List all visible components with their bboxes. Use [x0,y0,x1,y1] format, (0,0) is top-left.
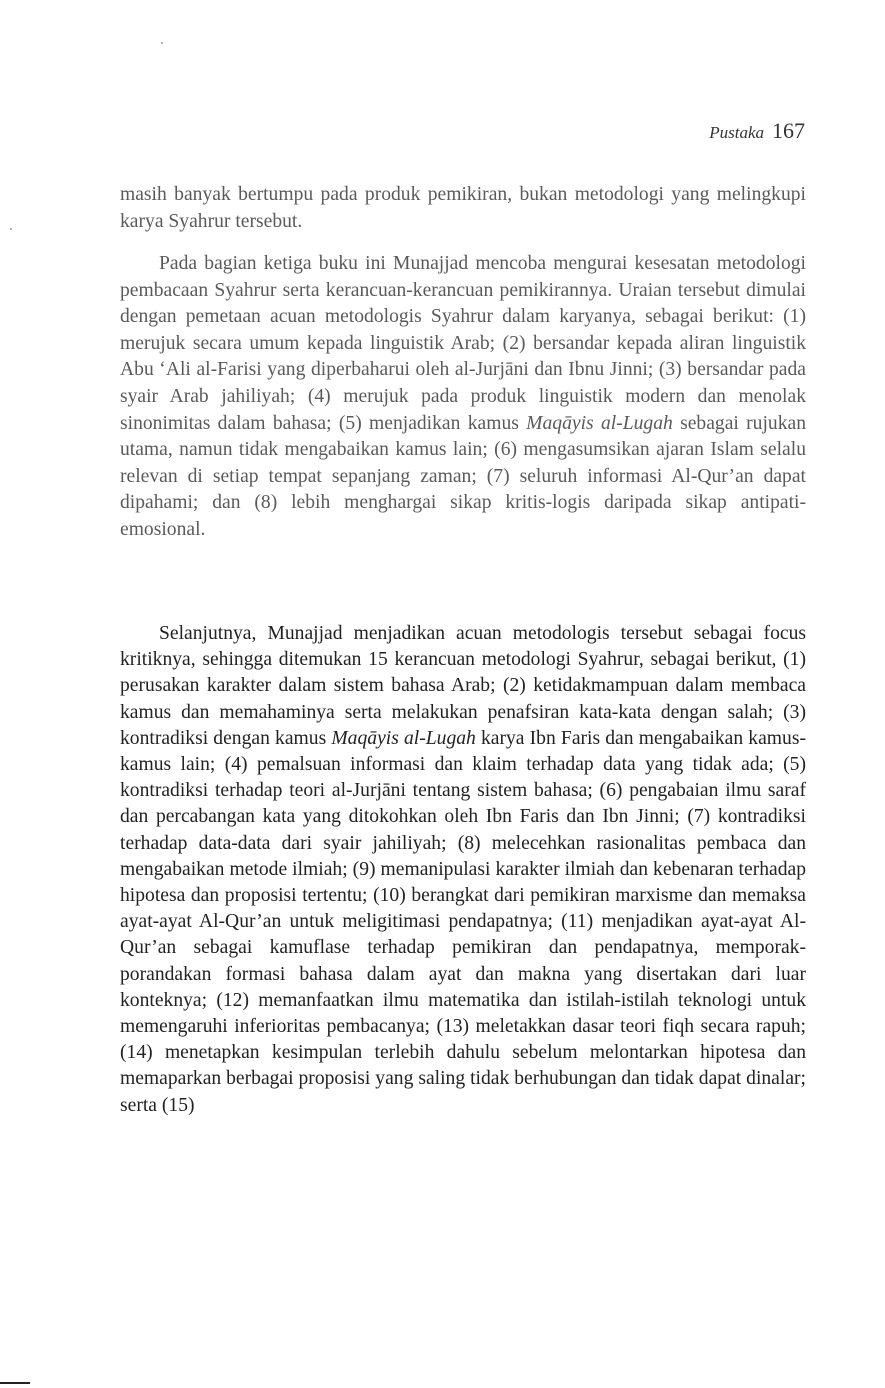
text-run: sebagai rujukan utama, namun tidak mengabaikan kamus lain; (6) mengasumsikan ajaran Islam selalu relevan di setiap tempat sepanjang zaman; (7) seluruh informasi Al-Qur’an dapat dipahami; dan (8) lebih menghargai sikap kritis-logis daripada sikap antipati-emosional. [120,412,806,540]
scan-speck [161,42,163,44]
book-title-italic: Maqāyis al-Lugah [526,412,673,434]
paragraph-3-text [120,621,806,1119]
paragraph-3 [120,621,806,1119]
paragraph-2-text [120,251,806,544]
page-edge-mark [0,1382,30,1384]
running-header [709,118,805,144]
scan-speck [10,228,12,230]
text-run: Pada bagian ketiga buku ini Munajjad mencoba mengurai kesesatan metodologi pembacaan Syahrur serta kerancuan-kerancuan pemikirannya. Uraian tersebut dimulai dengan pemetaan acuan metodologis Syahrur dalam karyanya, sebagai berikut: (1) merujuk secara umum kepada linguistik Arab; (2) bersandar kepada aliran linguistik Abu ‘Ali al-Farisi yang diperbaharui oleh al-Jurjāni dan Ibnu Jinni; (3) bersandar pada syair Arab jahiliyah; (4) merujuk pada produk linguistik modern dan menolak sinonimitas dalam bahasa; (5) menjadikan kamus [120,253,806,434]
book-title-italic: Maqāyis al-Lugah [331,727,476,749]
page-number: 167 [772,118,805,143]
text-run: Selanjutnya, Munajjad menjadikan acuan metodologis tersebut sebagai focus kritiknya, sehingga ditemukan 15 kerancuan metodologi Syahrur, sebagai berikut, (1) perusakan karakter dalam sistem bahasa Arab; (2) ketidakmampuan dalam membaca kamus dan memahaminya serta melakukan penafsiran kata-kata dengan salah; (3) kontradiksi dengan kamus [120,623,806,749]
paragraph-2 [120,251,806,544]
paragraph-1-text: masih banyak bertumpu pada produk pemikiran, bukan metodologi yang melingkupi karya Syahrur tersebut. [120,184,806,232]
paragraph-1 [120,182,806,235]
text-run: karya Ibn Faris dan mengabaikan kamus-kamus lain; (4) pemalsuan informasi dan klaim terhadap data yang tidak ada; (5) kontradiksi terhadap teori al-Jurjāni tentang sistem bahasa; (6) pengabaian ilmu saraf dan percabangan kata yang ditokohkan oleh Ibn Faris dan Ibn Jinni; (7) kontradiksi terhadap data-data dari syair jahiliyah; (8) melecehkan rasionalitas pembaca dan mengabaikan metode ilmiah; (9) memanipulasi karakter ilmiah dan kebenaran terhadap hipotesa dan proposisi tertentu; (10) berangkat dari pemikiran marxisme dan memaksa ayat-ayat Al-Qur’an untuk meligitimasi pendapatnya; (11) menjadikan ayat-ayat Al-Qur’an sebagai kamuflase terhadap pemikiran dan pendapatnya, memporak-porandakan formasi bahasa dalam ayat dan makna yang disertakan dari luar konteknya; (12) memanfaatkan ilmu matematika dan istilah-istilah teknologi untuk memengaruhi inferioritas pembacanya; (13) meletakkan dasar teori fiqh secara rapuh; (14) menetapkan kesimpulan terlebih dahulu sebelum melontarkan hipotesa dan memaparkan berbagai proposisi yang saling tidak berhubungan dan tidak dapat dinalar; serta (15) [120,727,806,1116]
running-title: Pustaka [709,123,764,142]
